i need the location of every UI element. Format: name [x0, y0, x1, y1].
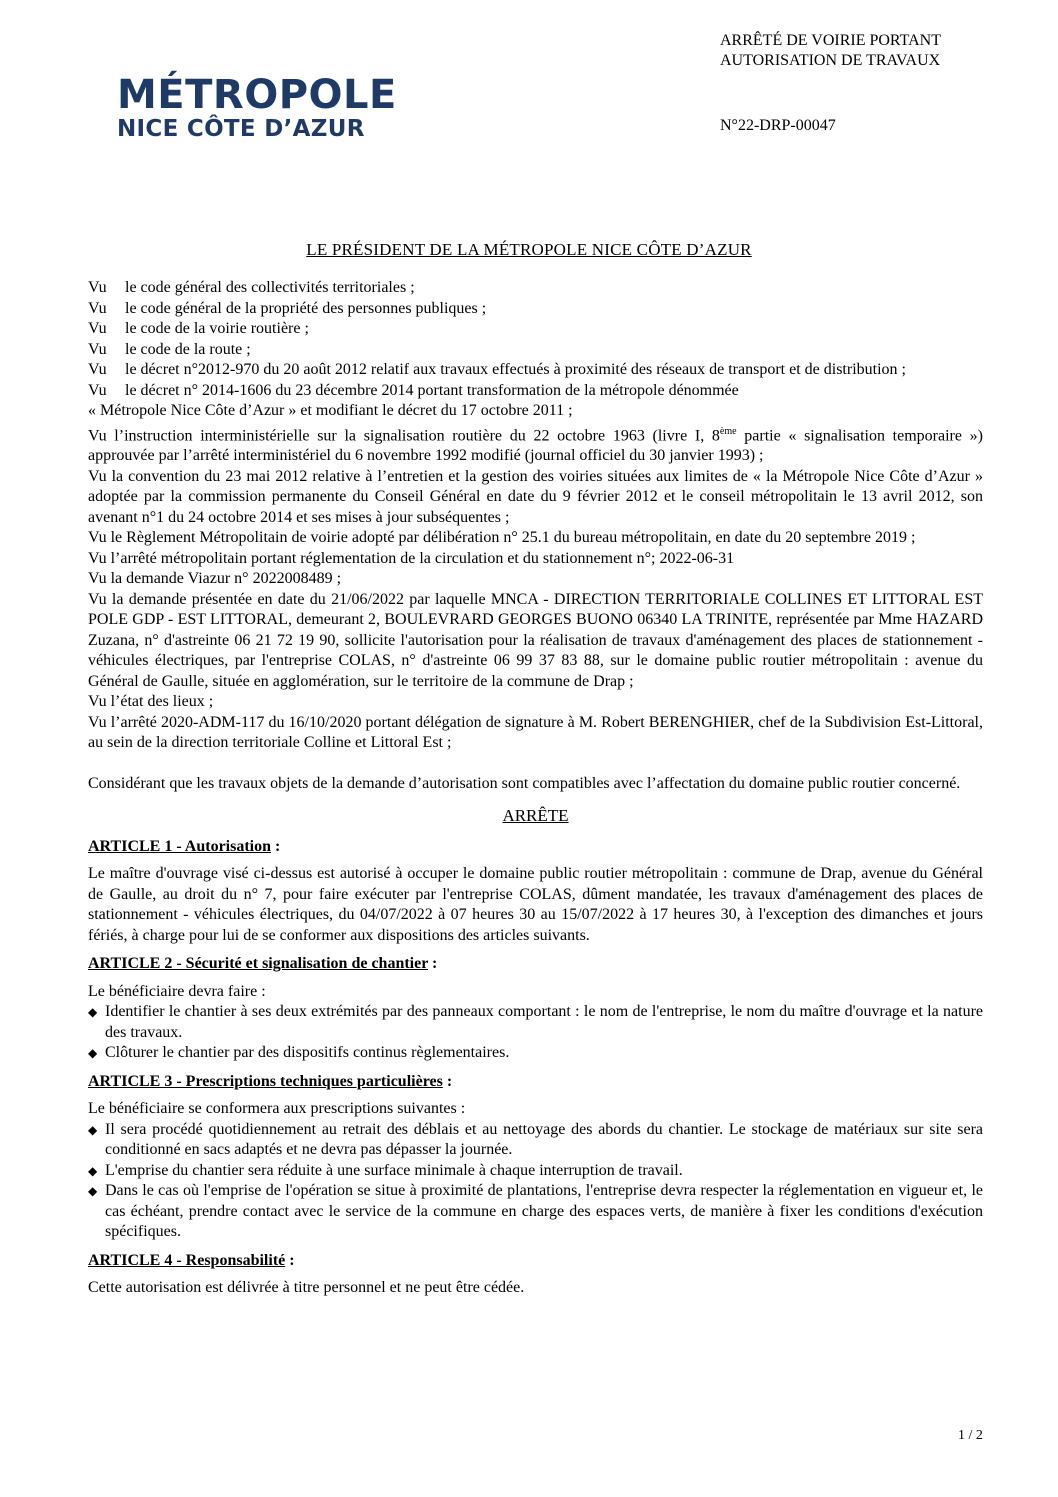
document-type-line-1: ARRÊTÉ DE VOIRIE PORTANT [720, 32, 942, 49]
metropole-logo [117, 72, 397, 144]
considering-paragraph: Considérant que les travaux objets de la demande d’autorisation sont compatibles avec l’affectation du domaine public routier concerné. [88, 774, 961, 792]
vu-text: le code de la route ; [125, 340, 251, 358]
vu-item [88, 299, 983, 320]
document-type [720, 31, 941, 71]
vu-list [88, 278, 983, 754]
vu-label: Vu [88, 320, 107, 337]
vu-item: Vu l’arrêté métropolitain portant réglementation de la circulation et du stationnement n°; 2022-06-31 [88, 549, 735, 567]
vu-item: Vu le Règlement Métropolitain de voirie adopté par délibération n° 25.1 du bureau métropolitain, en date du 20 septembre 2019 ; [88, 529, 916, 547]
vu-item: Vu la demande présentée en date du 21/06/2022 par laquelle MNCA - DIRECTION TERRITORIALE COLLINES ET LITTORAL EST POLE GDP - EST LITTORAL, demeurant 2, BOULEVRARD GEORGES BUONO 06340 LA TRINITE, représentée par Mme HAZARD Zuzana, n° d'astreinte 06 21 72 19 90, sollicite l'autorisation pour la réalisation de travaux d'aménagement des places de stationnement - véhicules électriques, par l'entreprise COLAS, n° d'astreinte 06 99 37 83 88, sur le domaine public routier métropolitain : avenue du Général de Gaulle, située en agglomération, sur le territoire de la commune de Drap ; [88, 590, 983, 690]
president-title: LE PRÉSIDENT DE LA MÉTROPOLE NICE CÔTE D’AZUR [306, 240, 752, 259]
vu-item-instruction: Vu l’instruction interministérielle sur la signalisation routière du 22 octobre 1963 (livre I, 8ème partie « signalisation temporaire ») approuvée par l’arrêté interministériel du 6 novembre 1992 modifié (journal officiel du 30 janvier 1993) ; [88, 425, 983, 465]
page-number: 1 / 2 [958, 1428, 983, 1443]
list-item: ◆ Identifier le chantier à ses deux extrémités par des panneaux comportant : le nom de l'entreprise, le nom du maître d'ouvrage et la nature des travaux. [88, 1003, 983, 1041]
vu-text: le décret n° 2014-1606 du 23 décembre 2014 portant transformation de la métropole dénommée [125, 381, 739, 399]
vu-label: Vu [88, 340, 107, 358]
vu-label: Vu [88, 381, 107, 399]
list-item: ◆ Dans le cas où l'emprise de l'opération se situe à proximité de plantations, l'entreprise devra respecter la réglementation en vigueur et, le cas échéant, prendre contact avec le service de la commune en charge des espaces verts, de manière à fixer les conditions d'exécution spécifiques. [88, 1182, 983, 1241]
diamond-bullet-icon: ◆ [88, 1046, 98, 1061]
vu-text: le code général de la propriété des personnes publiques ; [125, 299, 487, 317]
article-4-text: Cette autorisation est délivrée à titre personnel et ne peut être cédée. [88, 1279, 525, 1297]
reference-number: N°22-DRP-00047 [720, 117, 836, 134]
vu-label: Vu [88, 361, 107, 378]
article-1-title: ARTICLE 1 - Autorisation : [88, 837, 281, 855]
vu-text: le décret n°2012-970 du 20 août 2012 relatif aux travaux effectués à proximité des réseaux de transport et de distribution ; [125, 361, 906, 378]
vu-item: Vu l’arrêté 2020-ADM-117 du 16/10/2020 portant délégation de signature à M. Robert BERENGHIER, chef de la Subdivision Est-Littoral, au sein de la direction territoriale Colline et Littoral Est ; [88, 713, 983, 752]
vu-item: Vu l’état des lieux ; [88, 693, 214, 711]
document-body [88, 278, 983, 1299]
vu-item: Vu la convention du 23 mai 2012 relative à l’entretien et la gestion des voiries situées aux limites de « la Métropole Nice Côte d’Azur » adoptée par la commission permanente du Conseil Général en date du 9 février 2012 et le conseil métropolitain le 13 avril 2012, son avenant n°1 du 24 octobre 2014 et ses mises à jour subséquentes ; [88, 467, 983, 526]
diamond-bullet-icon: ◆ [88, 1163, 98, 1178]
diamond-bullet-icon: ◆ [88, 1122, 98, 1137]
article-2-title: ARTICLE 2 - Sécurité et signalisation de chantier : [88, 955, 438, 973]
article-2-intro: Le bénéficiaire devra faire : [88, 982, 266, 1000]
article-2-list [88, 1002, 983, 1064]
vu-item [88, 360, 983, 381]
vu-continuation: « Métropole Nice Côte d’Azur » et modifiant le décret du 17 octobre 2011 ; [88, 402, 573, 419]
list-item: ◆ L'emprise du chantier sera réduite à une surface minimale à chaque interruption de travail. [88, 1161, 983, 1182]
vu-item [88, 381, 983, 402]
article-3-intro: Le bénéficiaire se conformera aux prescriptions suivantes : [88, 1100, 466, 1118]
superscript: ème [719, 425, 737, 437]
document-type-line-2: AUTORISATION DE TRAVAUX [720, 52, 941, 69]
article-4-title: ARTICLE 4 - Responsabilité : [88, 1251, 295, 1269]
logo-line-2: NICE CÔTE D’AZUR [117, 116, 365, 142]
list-item: ◆ Il sera procédé quotidiennement au retrait des déblais et au nettoyage des abords du chantier. Le stockage de matériaux sur site sera conditionné en sacs adaptés et ne devra pas dépasser la journée. [88, 1120, 983, 1159]
diamond-bullet-icon: ◆ [88, 1184, 98, 1199]
vu-item [88, 340, 983, 361]
article-1-text: Le maître d'ouvrage visé ci-dessus est autorisé à occuper le domaine public routier métropolitain : commune de Drap, avenue du Général de Gaulle, au droit du n° 7, pour faire exécuter par l'entreprise COLAS, dûment mandatée, les travaux d'aménagement des places de stationnement - véhicules électriques, du 04/07/2022 à 07 heures 30 au 15/07/2022 à 17 heures 30, à l'exception des dimanches et jours fériés, à charge pour lui de se conformer aux dispositions des articles suivants. [88, 865, 983, 944]
vu-item [88, 319, 983, 340]
article-3-list [88, 1120, 983, 1243]
arrete-title: ARRÊTE [502, 806, 569, 826]
article-3-title: ARTICLE 3 - Prescriptions techniques particulières : [88, 1072, 453, 1090]
vu-label: Vu [88, 279, 107, 296]
vu-text: le code général des collectivités territoriales ; [125, 279, 415, 296]
diamond-bullet-icon: ◆ [88, 1005, 98, 1020]
vu-item [88, 278, 983, 299]
logo-line-1: MÉTROPOLE [117, 72, 397, 118]
list-item: ◆ Clôturer le chantier par des dispositifs continus règlementaires. [88, 1043, 983, 1064]
vu-text: le code de la voirie routière ; [125, 320, 309, 337]
vu-item: Vu la demande Viazur n° 2022008489 ; [88, 570, 342, 588]
vu-label: Vu [88, 299, 107, 317]
